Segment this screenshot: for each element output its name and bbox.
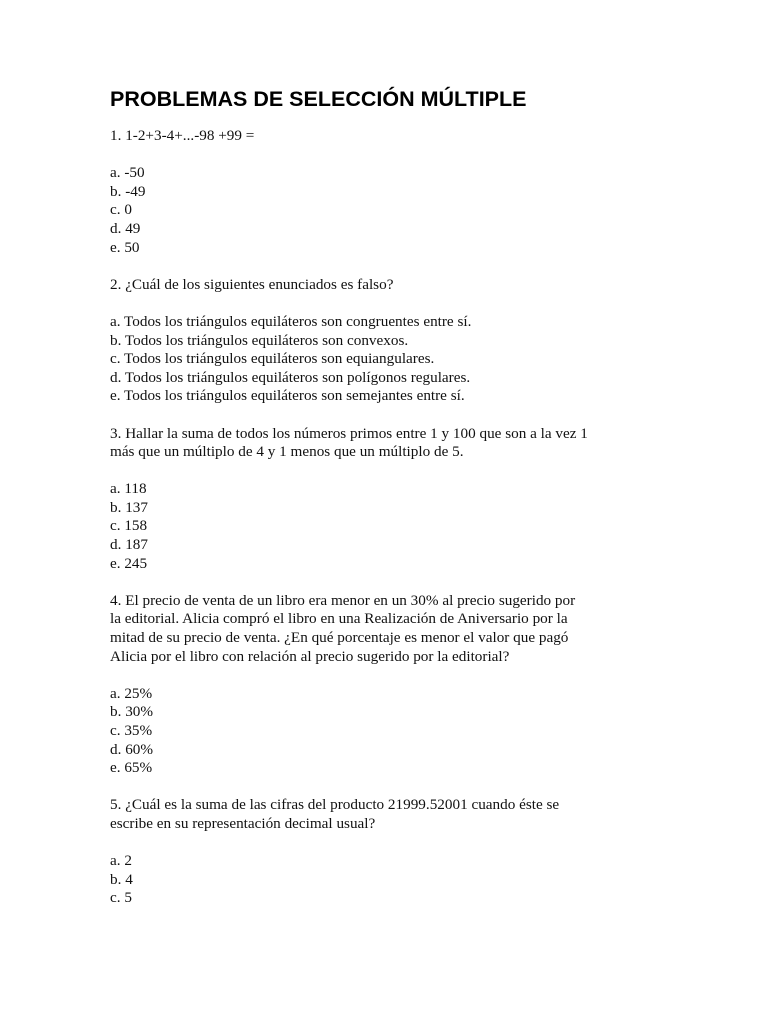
question-text: Alicia por el libro con relación al precio sugerido por la editorial? xyxy=(110,647,510,665)
option-list xyxy=(110,164,670,257)
option-list xyxy=(110,685,670,778)
question-text: la editorial. Alicia compró el libro en una Realización de Aniversario por la xyxy=(110,610,568,628)
problem-spacer xyxy=(110,406,670,425)
answer-option: a. -50 xyxy=(110,164,145,182)
answer-option: b. 137 xyxy=(110,498,148,516)
question-text: 3. Hallar la suma de todos los números primos entre 1 y 100 que son a la vez 1 xyxy=(110,424,588,442)
answer-option: c. Todos los triángulos equiláteros son equiangulares. xyxy=(110,350,435,368)
question-text: mitad de su precio de venta. ¿En qué porcentaje es menor el valor que pagó xyxy=(110,629,569,647)
option-list xyxy=(110,480,670,573)
answer-option: d. 187 xyxy=(110,536,148,554)
answer-option: e. 65% xyxy=(110,759,153,777)
answer-option: b. -49 xyxy=(110,182,146,200)
answer-option: a. Todos los triángulos equiláteros son congruentes entre sí. xyxy=(110,312,472,330)
answer-option: d. 49 xyxy=(110,219,141,237)
question-text: 1. 1-2+3-4+...-98 +99 = xyxy=(110,127,255,144)
answer-option: a. 25% xyxy=(110,684,153,702)
answer-option: c. 0 xyxy=(110,201,132,219)
problem-list xyxy=(110,127,670,908)
page-title: PROBLEMAS DE SELECCIÓN MÚLTIPLE xyxy=(110,87,527,111)
answer-option: a. 2 xyxy=(110,852,132,870)
question-text: 4. El precio de venta de un libro era menor en un 30% al precio sugerido por xyxy=(110,591,576,609)
problem-1 xyxy=(110,127,670,257)
question-text: 5. ¿Cuál es la suma de las cifras del producto 21999.52001 cuando éste se xyxy=(110,796,560,814)
problem-4 xyxy=(110,592,670,778)
answer-option: b. 30% xyxy=(110,703,154,721)
problem-spacer xyxy=(110,257,670,276)
option-list xyxy=(110,313,670,406)
problem-spacer xyxy=(110,778,670,797)
problem-5 xyxy=(110,796,670,908)
answer-option: e. 245 xyxy=(110,554,148,572)
answer-option: c. 35% xyxy=(110,722,153,739)
answer-option: d. 60% xyxy=(110,740,154,758)
answer-option: b. 4 xyxy=(110,870,133,888)
question-text: 2. ¿Cuál de los siguientes enunciados es falso? xyxy=(110,275,394,293)
answer-option: e. 50 xyxy=(110,238,140,256)
question-text: más que un múltiplo de 4 y 1 menos que un múltiplo de 5. xyxy=(110,443,464,461)
answer-option: c. 158 xyxy=(110,517,148,535)
problem-3 xyxy=(110,425,670,574)
answer-option: b. Todos los triángulos equiláteros son convexos. xyxy=(110,331,409,349)
question-text: escribe en su representación decimal usual? xyxy=(110,814,376,832)
answer-option: a. 118 xyxy=(110,480,147,498)
answer-option: e. Todos los triángulos equiláteros son semejantes entre sí. xyxy=(110,387,465,405)
problem-2 xyxy=(110,276,670,406)
answer-option: c. 5 xyxy=(110,889,132,907)
problem-spacer xyxy=(110,573,670,592)
answer-option: d. Todos los triángulos equiláteros son polígonos regulares. xyxy=(110,368,471,386)
option-list xyxy=(110,852,670,908)
